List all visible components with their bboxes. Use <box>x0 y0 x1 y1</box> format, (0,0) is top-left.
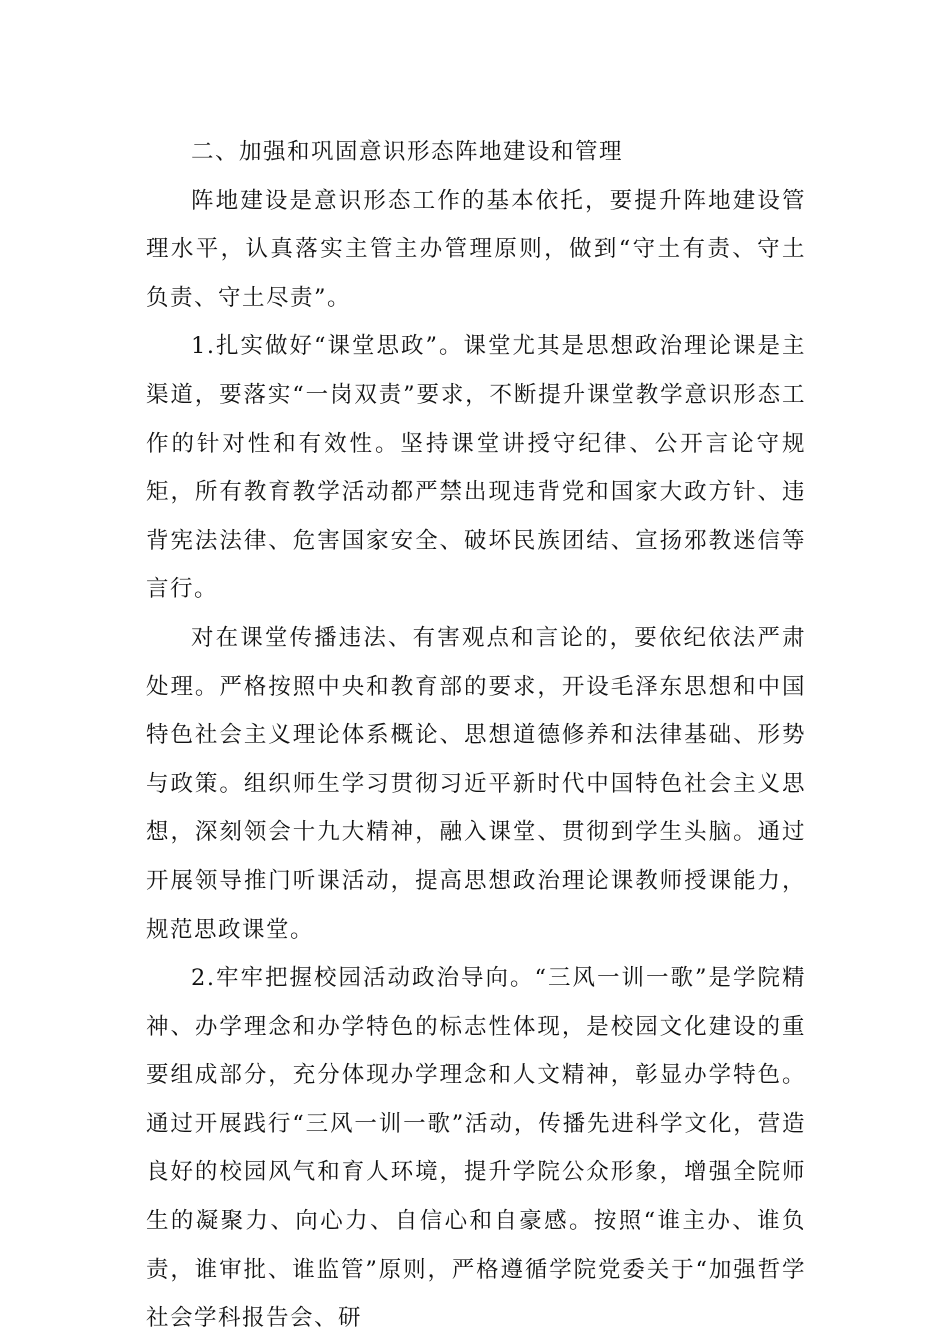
paragraph: 2.牢牢把握校园活动政治导向。“三风一训一歌”是学院精神、办学理念和办学特色的标志性体现，是校园文化建设的重要组成部分，充分体现办学理念和人文精神，彰显办学特色。通过开展践行“三风一训一歌”活动，传播先进科学文化，营造良好的校园风气和育人环境，提升学院公众形象，增强全院师生的凝聚力、向心力、自信心和自豪感。按照“谁主办、谁负责，谁审批、谁监管”原则，严格遵循学院党委关于“加强哲学社会学科报告会、研 <box>146 965 806 1332</box>
section-heading: 二、加强和巩固意识形态阵地建设和管理 <box>191 139 624 165</box>
paragraph: 1.扎实做好“课堂思政”。课堂尤其是思想政治理论课是主渠道，要落实“一岗双责”要求，不断提升课堂教学意识形态工作的针对性和有效性。坚持课堂讲授守纪律、公开言论守规矩，所有教育教学活动都严禁出现违背党和国家大政方针、违背宪法法律、危害国家安全、破坏民族团结、宣扬邪教迷信等言行。 <box>146 333 806 603</box>
paragraph: 阵地建设是意识形态工作的基本依托，要提升阵地建设管理水平，认真落实主管主办管理原则，做到“守土有责、守土负责、守土尽责”。 <box>146 187 806 311</box>
document-body <box>146 128 806 1343</box>
paragraph: 对在课堂传播违法、有害观点和言论的，要依纪依法严肃处理。严格按照中央和教育部的要求，开设毛泽东思想和中国特色社会主义理论体系概论、思想道德修养和法律基础、形势与政策。组织师生学习贯彻习近平新时代中国特色社会主义思想，深刻领会十九大精神，融入课堂、贯彻到学生头脑。通过开展领导推门听课活动，提高思想政治理论课教师授课能力，规范思政课堂。 <box>146 624 806 943</box>
